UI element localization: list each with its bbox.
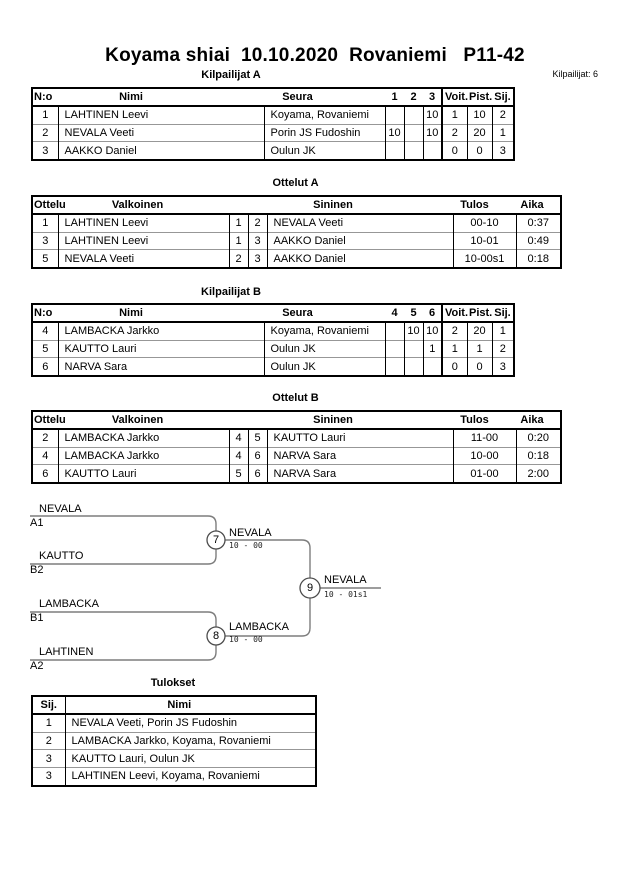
bracket-seed-label: A2 (30, 660, 44, 672)
table-cell: 0 (467, 142, 492, 160)
column-header: 2 (404, 88, 423, 106)
table-cell: 3 (32, 232, 58, 250)
table-header-row (32, 196, 561, 214)
bracket-seed-label: B2 (30, 564, 44, 576)
column-header: Tulos (453, 411, 516, 429)
table-cell: 1 (423, 340, 442, 358)
table-cell: Koyama, Rovaniemi (264, 322, 385, 340)
column-header: Pist. (467, 88, 492, 106)
kilpailijat-b-table (31, 303, 515, 377)
ottelut-a-table (31, 195, 562, 269)
table-cell: 01-00 (453, 465, 516, 483)
table-cell: 0 (442, 142, 467, 160)
column-header: N:o (32, 88, 58, 106)
table-cell: 10 (404, 322, 423, 340)
tulokset-table (31, 695, 317, 787)
table-cell: AAKKO Daniel (58, 142, 264, 160)
column-header: 4 (385, 304, 404, 322)
column-header: Seura (264, 88, 385, 106)
column-header: Pist. (467, 304, 492, 322)
table-cell: 5 (32, 250, 58, 268)
table-cell: Koyama, Rovaniemi (264, 106, 385, 124)
table-row (32, 768, 316, 786)
table-cell: 10-00s1 (453, 250, 516, 268)
section-title-tulokset: Tulokset (150, 677, 196, 689)
table-cell (404, 124, 423, 142)
table-cell: 10 (467, 106, 492, 124)
table-cell: LAHTINEN Leevi (58, 214, 229, 232)
table-row (32, 429, 561, 447)
bracket-slot-name: KAUTTO (39, 550, 84, 562)
table-cell: NARVA Sara (267, 465, 453, 483)
table-cell (385, 340, 404, 358)
match-number: 9 (306, 582, 314, 594)
table-cell: AAKKO Daniel (267, 250, 453, 268)
bracket-slot-name: LAMBACKA (39, 598, 99, 610)
column-header: Nimi (65, 696, 316, 714)
column-header: Tulos (453, 196, 516, 214)
table-cell: 1 (229, 214, 248, 232)
table-cell: 6 (248, 465, 267, 483)
table-row (32, 732, 316, 750)
table-cell: KAUTTO Lauri, Oulun JK (65, 750, 316, 768)
table-cell: 1 (42, 217, 49, 230)
table-cell: NEVALA Veeti (267, 214, 453, 232)
table-cell: 1 (467, 340, 492, 358)
column-header: Nimi (58, 304, 264, 322)
bracket-slot-name: LAHTINEN (39, 646, 94, 658)
table-cell: 0:20 (516, 429, 561, 447)
match-score: 10 - 01s1 (324, 590, 368, 599)
table-cell: 1 (45, 717, 52, 730)
table-cell: NARVA Sara (267, 447, 453, 465)
table-cell: 4 (32, 447, 58, 465)
column-header (248, 196, 267, 214)
column-header: Seura (264, 304, 385, 322)
table-cell: LAHTINEN Leevi (58, 106, 264, 124)
bracket-line (30, 612, 216, 628)
column-header: 1 (385, 88, 404, 106)
table-cell: 0 (442, 358, 467, 376)
table-cell: 6 (248, 447, 267, 465)
match-number: 8 (212, 630, 220, 642)
table-cell: 1 (442, 340, 467, 358)
table-cell: 2 (32, 124, 58, 142)
table-cell: 20 (467, 322, 492, 340)
table-cell: NEVALA Veeti (58, 124, 264, 142)
table-cell: 5 (32, 340, 58, 358)
table-cell: 10 (385, 124, 404, 142)
table-cell: 11-00 (453, 429, 516, 447)
table-cell: LAMBACKA Jarkko (58, 429, 229, 447)
section-title-ottelut-a: Ottelut A (272, 177, 319, 189)
table-row (32, 465, 561, 483)
table-row (32, 232, 561, 250)
table-cell: LAMBACKA Jarkko (58, 447, 229, 465)
table-cell (423, 142, 442, 160)
bracket-slot-name: NEVALA (39, 503, 82, 515)
table-cell: KAUTTO Lauri (58, 340, 264, 358)
page-title: Koyama shiai 10.10.2020 Rovaniemi P11-42 (105, 45, 525, 66)
table-cell: 4 (42, 325, 49, 338)
table-cell (385, 322, 404, 340)
table-cell: LAHTINEN Leevi, Koyama, Rovaniemi (65, 768, 316, 786)
table-cell: LAHTINEN Leevi (58, 232, 229, 250)
table-cell: 5 (229, 465, 248, 483)
column-header: Sij. (32, 696, 65, 714)
table-cell (385, 142, 404, 160)
table-cell: 3 (32, 768, 65, 786)
table-cell (404, 106, 423, 124)
table-cell: 2 (492, 106, 514, 124)
table-cell (404, 340, 423, 358)
table-cell (404, 358, 423, 376)
table-cell: 1 (42, 109, 49, 122)
column-header: Ottelu (32, 411, 58, 429)
match-winner-name: NEVALA (229, 527, 272, 539)
table-cell: Oulun JK (264, 358, 385, 376)
table-cell: 10 (423, 106, 442, 124)
column-header: Aika (516, 196, 561, 214)
table-cell: NEVALA Veeti (58, 250, 229, 268)
table-cell: 0:37 (516, 214, 561, 232)
match-winner-name: NEVALA (324, 574, 367, 586)
table-cell: LAMBACKA Jarkko (58, 322, 264, 340)
table-cell: 2 (42, 432, 49, 445)
section-title-kilpailijat-a: Kilpailijat A (201, 69, 261, 81)
column-header (229, 411, 248, 429)
table-cell: 2 (442, 124, 467, 142)
table-cell: 00-10 (453, 214, 516, 232)
table-cell: 2 (229, 250, 248, 268)
table-cell (423, 358, 442, 376)
table-row (32, 358, 514, 376)
column-header: 6 (423, 304, 442, 322)
table-cell: 0:18 (516, 447, 561, 465)
table-cell: Porin JS Fudoshin (264, 124, 385, 142)
table-row (32, 106, 514, 124)
table-cell: 1 (492, 124, 514, 142)
bracket-line (30, 516, 216, 532)
table-cell: 1 (229, 232, 248, 250)
column-header (248, 411, 267, 429)
table-cell: 0:18 (516, 250, 561, 268)
match-number: 7 (212, 534, 220, 546)
table-cell: 10 (423, 322, 442, 340)
match-winner-name: LAMBACKA (229, 621, 289, 633)
table-cell (404, 142, 423, 160)
column-header: Sininen (267, 196, 453, 214)
table-cell: 10-01 (453, 232, 516, 250)
table-cell: 4 (229, 429, 248, 447)
table-cell: 0:49 (516, 232, 561, 250)
match-score: 10 - 00 (229, 541, 263, 550)
column-header: Nimi (58, 88, 264, 106)
table-cell: 3 (248, 232, 267, 250)
table-cell: 2 (248, 214, 267, 232)
kilpailijat-a-table (31, 87, 515, 161)
table-cell: 6 (32, 465, 58, 483)
column-header: Valkoinen (58, 411, 229, 429)
table-cell: 3 (492, 358, 514, 376)
table-cell: 3 (248, 250, 267, 268)
column-header: 5 (404, 304, 423, 322)
section-title-ottelut-b: Ottelut B (272, 392, 319, 404)
table-cell: 1 (442, 106, 467, 124)
column-header: Sij. (492, 304, 514, 322)
table-cell: 3 (492, 142, 514, 160)
table-cell: 10 (423, 124, 442, 142)
bracket-seed-label: B1 (30, 612, 44, 624)
table-cell: AAKKO Daniel (267, 232, 453, 250)
column-header (229, 196, 248, 214)
table-cell: LAMBACKA Jarkko, Koyama, Rovaniemi (65, 732, 316, 750)
table-header-row (32, 304, 514, 322)
table-row (32, 714, 316, 732)
table-cell: 3 (32, 142, 58, 160)
table-row (32, 322, 514, 340)
column-header: N:o (32, 304, 58, 322)
table-cell: 0 (467, 358, 492, 376)
table-cell: 2 (442, 322, 467, 340)
table-row (32, 214, 561, 232)
table-row (32, 340, 514, 358)
table-cell: 2 (492, 340, 514, 358)
table-cell: 20 (467, 124, 492, 142)
table-row (32, 447, 561, 465)
table-row (32, 250, 561, 268)
competitors-count: Kilpailijat: 6 (552, 69, 598, 79)
table-cell: 3 (32, 750, 65, 768)
bracket-seed-label: A1 (30, 517, 44, 529)
table-cell: 1 (492, 322, 514, 340)
column-header: Aika (516, 411, 561, 429)
table-row (32, 124, 514, 142)
table-cell: 6 (32, 358, 58, 376)
column-header: 3 (423, 88, 442, 106)
match-score: 10 - 00 (229, 635, 263, 644)
table-cell: 2 (32, 732, 65, 750)
table-header-row (32, 696, 316, 714)
column-header: Ottelu (32, 196, 58, 214)
ottelut-b-table (31, 410, 562, 484)
table-cell: KAUTTO Lauri (58, 465, 229, 483)
column-header: Voit. (442, 304, 467, 322)
table-cell: 2:00 (516, 465, 561, 483)
table-header-row (32, 88, 514, 106)
table-cell (385, 358, 404, 376)
table-row (32, 142, 514, 160)
table-cell: NEVALA Veeti, Porin JS Fudoshin (65, 714, 316, 732)
table-cell (385, 106, 404, 124)
section-title-kilpailijat-b: Kilpailijat B (201, 286, 261, 298)
table-cell: Oulun JK (264, 142, 385, 160)
table-cell: KAUTTO Lauri (267, 429, 453, 447)
column-header: Sininen (267, 411, 453, 429)
column-header: Voit. (442, 88, 467, 106)
table-header-row (32, 411, 561, 429)
table-cell: 10-00 (453, 447, 516, 465)
table-cell: 4 (229, 447, 248, 465)
table-row (32, 750, 316, 768)
table-cell: 5 (248, 429, 267, 447)
table-cell: Oulun JK (264, 340, 385, 358)
column-header: Sij. (492, 88, 514, 106)
column-header: Valkoinen (58, 196, 229, 214)
table-cell: NARVA Sara (58, 358, 264, 376)
